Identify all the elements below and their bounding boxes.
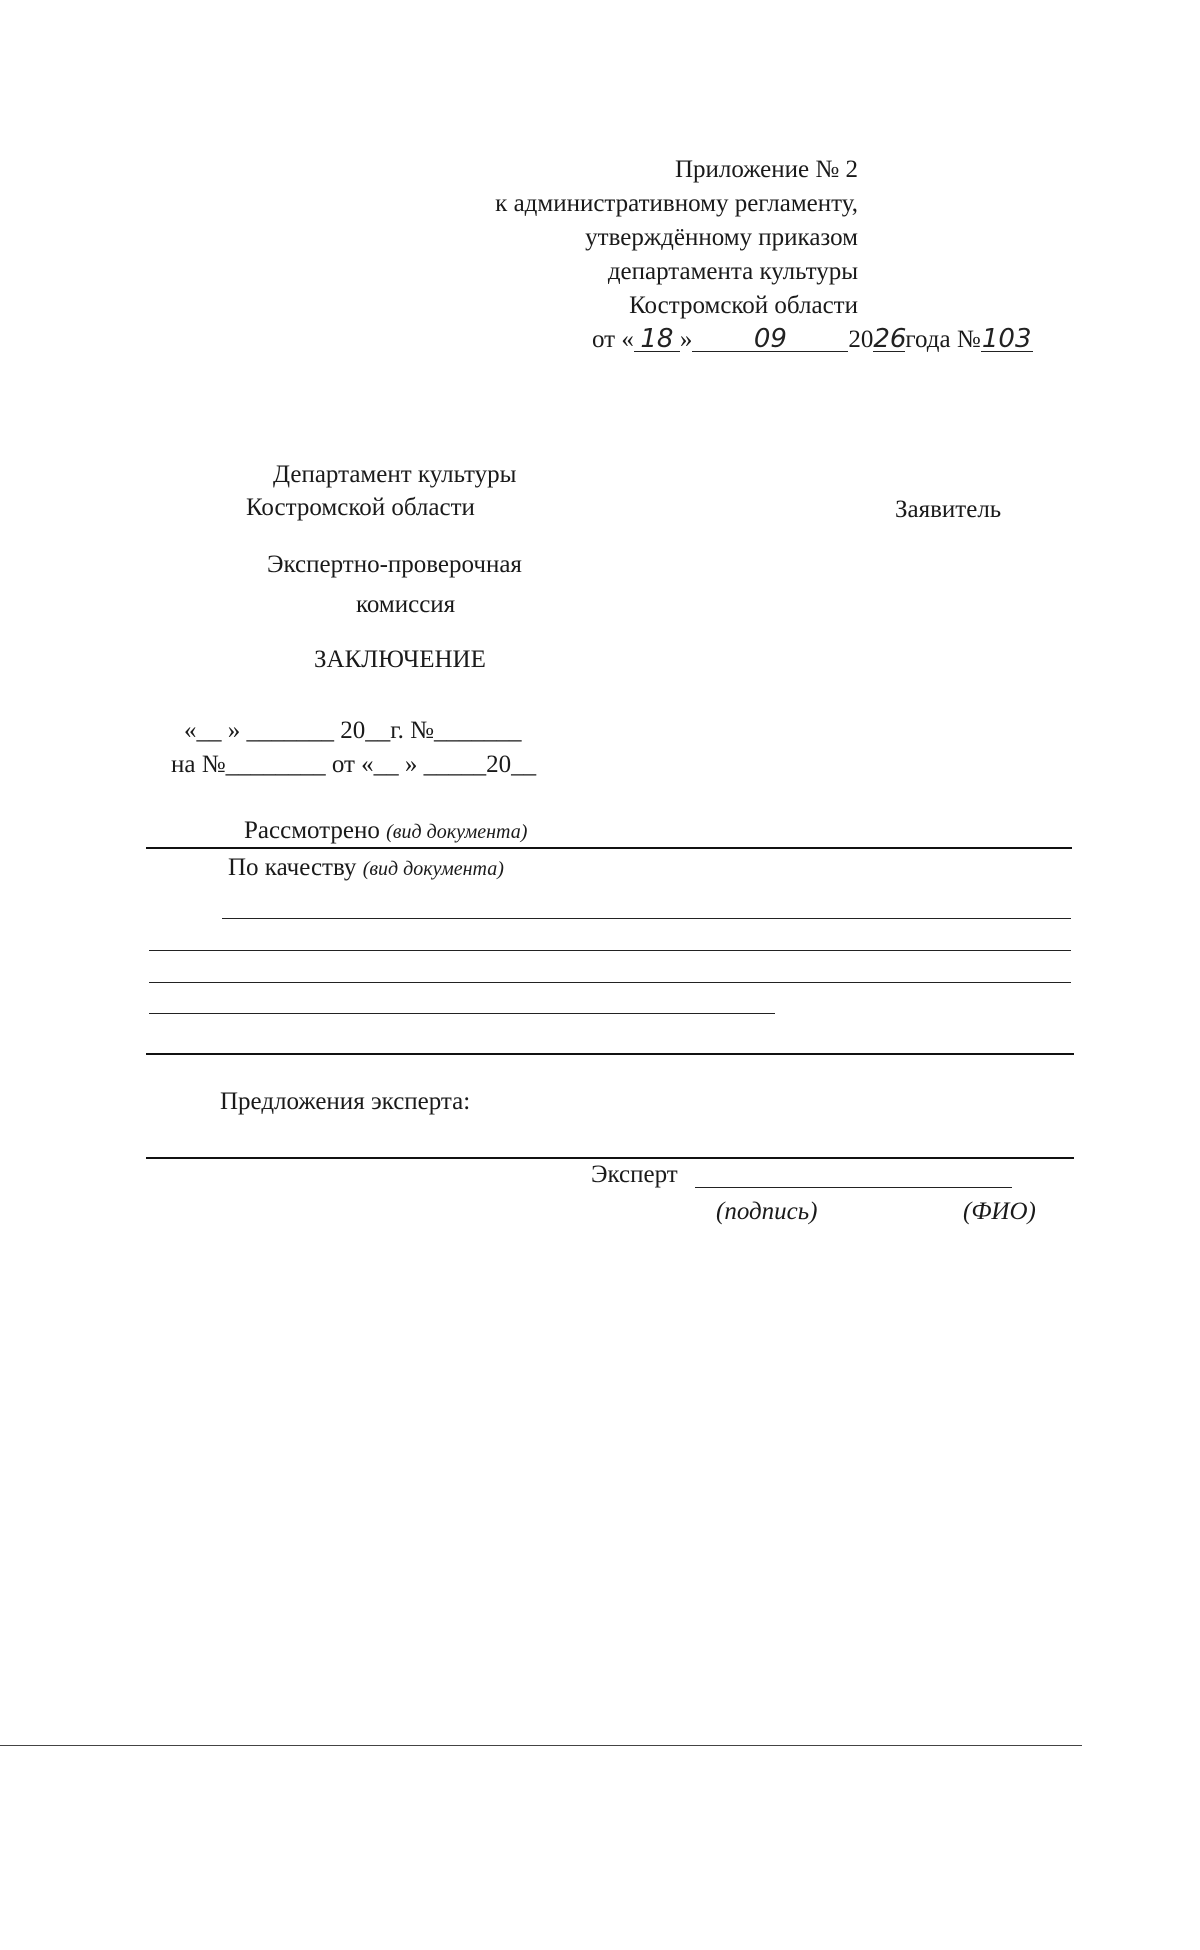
order-year-word: года №: [905, 326, 981, 353]
reviewed-label: Рассмотрено: [244, 817, 380, 844]
order-number: 103: [981, 324, 1032, 354]
commission-line1: Экспертно-проверочная: [267, 551, 522, 578]
order-day-close: »: [679, 326, 693, 353]
appendix-line-regulation: к административному регламенту,: [495, 190, 858, 217]
quality-end-line: [146, 1053, 1074, 1055]
quality-hint: (вид документа): [362, 858, 504, 880]
proposals-underline: [146, 1157, 1074, 1159]
org-name-line1: Департамент культуры: [273, 461, 517, 488]
quality-fill-line-2: [149, 950, 1071, 951]
expert-line: [591, 1160, 678, 1190]
name-hint: (ФИО): [963, 1198, 1036, 1225]
reviewed-hint: (вид документа): [386, 821, 528, 843]
order-month: 09: [692, 327, 848, 352]
appendix-line-approved: утверждённому приказом: [585, 224, 858, 251]
order-year-suffix: 26: [873, 324, 907, 354]
quality-line: [228, 853, 504, 884]
commission-line2: комиссия: [356, 591, 456, 618]
signature-hint: (подпись): [716, 1198, 818, 1225]
appendix-line-department: департамента культуры: [607, 258, 858, 285]
reviewed-line: [244, 816, 527, 847]
page-bottom-line: [0, 1745, 1082, 1746]
expert-signature-line: [695, 1187, 1012, 1188]
recipient-label: Заявитель: [895, 496, 1002, 523]
proposals-label: Предложения эксперта:: [220, 1088, 471, 1115]
appendix-number: Приложение № 2: [674, 156, 858, 183]
reviewed-underline: [146, 847, 1072, 849]
expert-label: Эксперт: [591, 1161, 678, 1188]
quality-fill-line-3: [149, 982, 1071, 983]
document-title: ЗАКЛЮЧЕНИЕ: [314, 646, 486, 673]
quality-fill-line-1: [222, 918, 1071, 919]
appendix-line-region: Костромской области: [629, 292, 858, 319]
quality-label: По качеству: [228, 854, 357, 881]
conclusion-date-line: «__ » _______ 20__г. №_______: [184, 717, 522, 744]
quality-fill-line-4: [149, 1013, 775, 1014]
order-day: 18: [634, 327, 680, 352]
conclusion-reference-line: на №________ от «__ » _____20__: [171, 751, 537, 778]
order-date-line: [592, 325, 1033, 355]
order-date-prefix: от «: [592, 326, 634, 353]
org-name-line2: Костромской области: [246, 494, 475, 521]
order-year-prefix: 20: [848, 326, 874, 353]
